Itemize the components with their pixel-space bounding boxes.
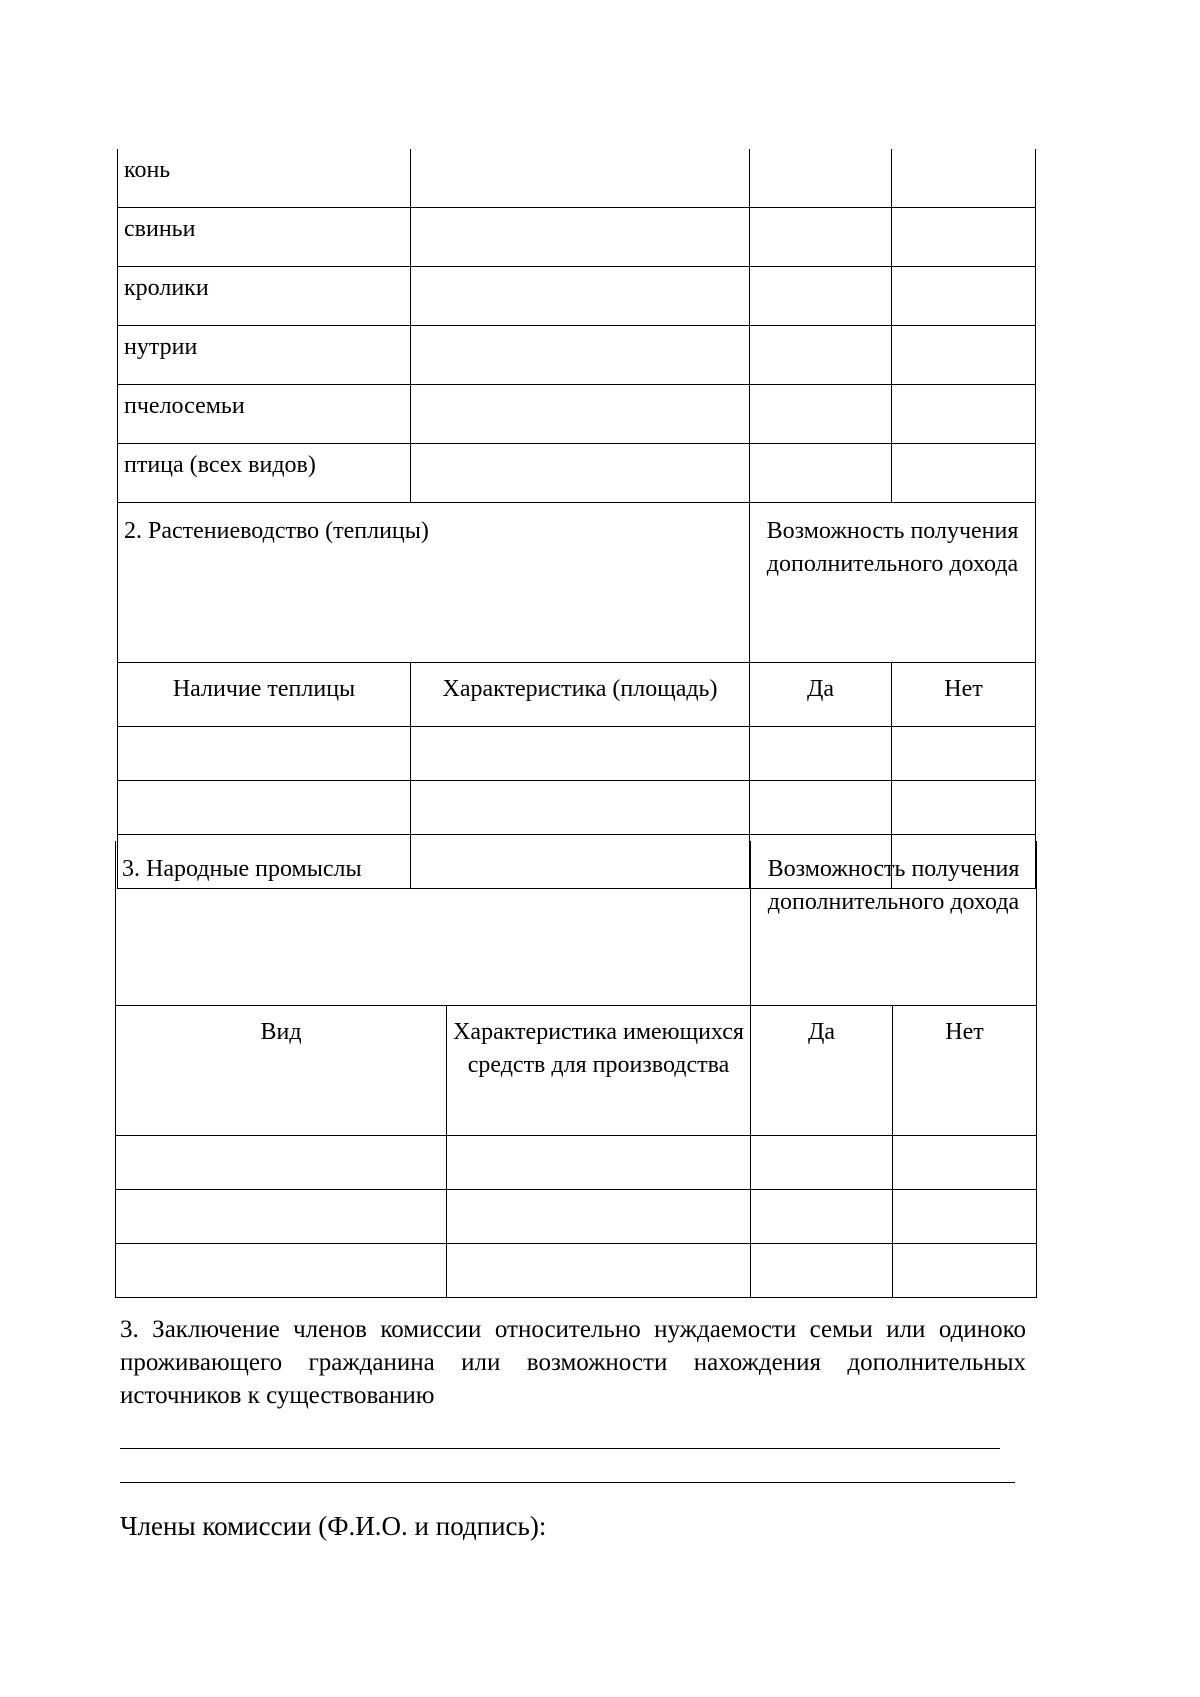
cell[interactable] [751, 1136, 893, 1190]
livestock-greenhouse-table [117, 149, 1036, 889]
crafts-header-row [116, 1006, 1037, 1136]
cell[interactable] [447, 1244, 751, 1298]
cell[interactable] [411, 727, 750, 781]
income-possibility-header: Возможность получения дополнительного дохода [750, 503, 1036, 663]
table-row [118, 781, 1036, 835]
commission-conclusion-text: 3. Заключение членов комиссии относительно нуждаемости семьи или одиноко проживающего гражданина или возможности нахождения дополнительных источников к существованию [120, 1316, 1026, 1409]
cell[interactable] [893, 1244, 1037, 1298]
income-possibility-header: Возможность получения дополнительного дохода [751, 841, 1037, 1006]
animal-row-pigs [118, 208, 1036, 267]
animal-name: нутрии [118, 326, 411, 385]
cell[interactable] [447, 1136, 751, 1190]
crafts-section-row [116, 841, 1037, 1006]
commission-members-label: Члены комиссии (Ф.И.О. и подпись): [120, 1511, 547, 1541]
table-row [116, 1244, 1037, 1298]
column-header: Характеристика (площадь) [411, 663, 750, 727]
cell[interactable] [411, 149, 750, 208]
cell[interactable] [411, 385, 750, 444]
cell[interactable] [750, 267, 892, 326]
cell[interactable] [893, 1136, 1037, 1190]
cell[interactable] [118, 727, 411, 781]
column-header: Да [751, 1006, 893, 1136]
cell[interactable] [750, 781, 892, 835]
cell[interactable] [892, 149, 1036, 208]
animal-row-horse [118, 149, 1036, 208]
conclusion-blank-line[interactable] [120, 1482, 1015, 1483]
column-header: Характеристика имеющихся средств для производства [447, 1006, 751, 1136]
section-title: 3. Народные промыслы [116, 841, 751, 1006]
animal-name: конь [118, 149, 411, 208]
cell[interactable] [750, 444, 892, 503]
column-header: Наличие теплицы [118, 663, 411, 727]
cell[interactable] [411, 326, 750, 385]
animal-name: кролики [118, 267, 411, 326]
cell[interactable] [892, 326, 1036, 385]
cell[interactable] [411, 781, 750, 835]
animal-name: свиньи [118, 208, 411, 267]
cell[interactable] [892, 781, 1036, 835]
cell[interactable] [892, 444, 1036, 503]
animal-name: птица (всех видов) [118, 444, 411, 503]
table-row [118, 727, 1036, 781]
greenhouse-header-row [118, 663, 1036, 727]
table-row [116, 1190, 1037, 1244]
cell[interactable] [892, 208, 1036, 267]
cell[interactable] [750, 149, 892, 208]
cell[interactable] [893, 1190, 1037, 1244]
animal-row-bees [118, 385, 1036, 444]
cell[interactable] [447, 1190, 751, 1244]
column-header: Нет [893, 1006, 1037, 1136]
table-row [116, 1136, 1037, 1190]
cell[interactable] [750, 385, 892, 444]
section-title: 2. Растениеводство (теплицы) [118, 503, 750, 663]
greenhouse-section-row [118, 503, 1036, 663]
cell[interactable] [118, 781, 411, 835]
cell[interactable] [750, 326, 892, 385]
cell[interactable] [892, 385, 1036, 444]
cell[interactable] [411, 444, 750, 503]
cell[interactable] [892, 267, 1036, 326]
animal-row-poultry [118, 444, 1036, 503]
cell[interactable] [116, 1190, 447, 1244]
cell[interactable] [411, 267, 750, 326]
crafts-table [115, 841, 1037, 1298]
cell[interactable] [411, 208, 750, 267]
conclusion-blank-line[interactable] [120, 1448, 1000, 1449]
column-header: Нет [892, 663, 1036, 727]
animal-row-nutria [118, 326, 1036, 385]
cell[interactable] [751, 1190, 893, 1244]
column-header: Да [750, 663, 892, 727]
animal-row-rabbits [118, 267, 1036, 326]
cell[interactable] [751, 1244, 893, 1298]
cell[interactable] [116, 1136, 447, 1190]
column-header: Вид [116, 1006, 447, 1136]
cell[interactable] [750, 208, 892, 267]
cell[interactable] [892, 727, 1036, 781]
cell[interactable] [116, 1244, 447, 1298]
animal-name: пчелосемьи [118, 385, 411, 444]
cell[interactable] [750, 727, 892, 781]
